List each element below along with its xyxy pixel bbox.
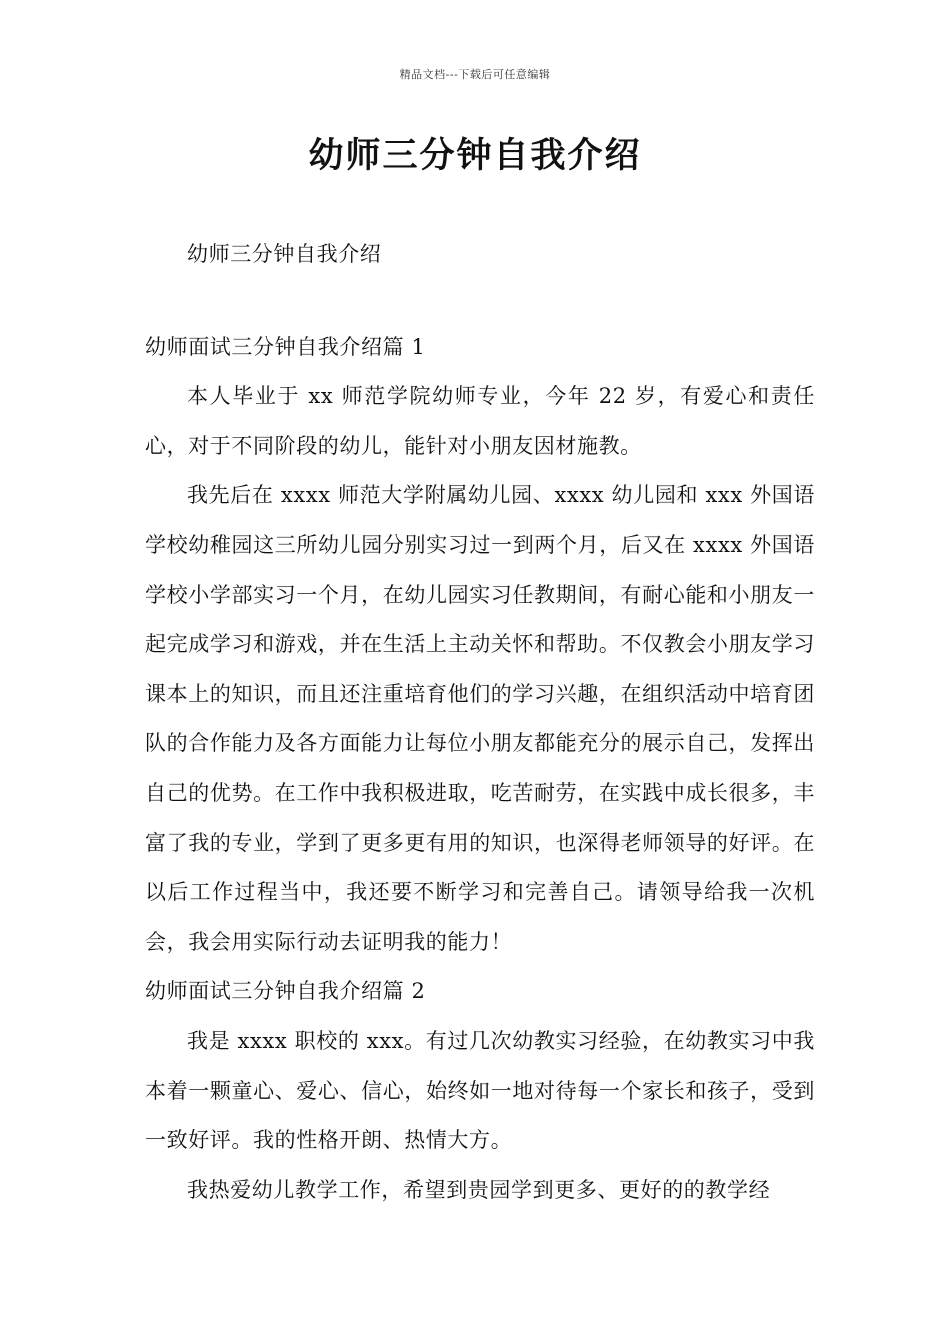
paragraph: 我热爱幼儿教学工作，希望到贵园学到更多、更好的的教学经 <box>187 1177 771 1202</box>
paragraph: 我先后在 xxxx 师范大学附属幼儿园、xxxx 幼儿园和 xxx 外国语学校幼稚园这三所幼儿园分别实习过一到两个月，后又在 xxxx 外国语学校小学部实习一个月，在幼儿园实习任教期间，有耐心能和小朋友一起完成学习和游戏，并在生活上主动关怀和帮助。不仅教会小朋友学习课本上的知识，而且还注重培育他们的学习兴趣，在组织活动中培育团队的合作能力及各方面能力让每位小朋友都能充分的展示自己，发挥出自己的优势。在工作中我积极进取，吃苦耐劳，在实践中成长很多，丰富了我的专业，学到了更多更有用的知识，也深得老师领导的好评。在以后工作过程当中，我还要不断学习和完善自己。请领导给我一次机会，我会用实际行动去证明我的能力！ <box>145 483 815 954</box>
section-heading: 幼师面试三分钟自我介绍篇 2 <box>145 979 426 1004</box>
document-title: 幼师三分钟自我介绍 <box>308 136 642 176</box>
document-subtitle: 幼师三分钟自我介绍 <box>187 242 382 266</box>
header-note: 精品文档---下载后可任意编辑 <box>399 68 551 81</box>
paragraph: 我是 xxxx 职校的 xxx。有过几次幼教实习经验，在幼教实习中我本着一颗童心、爱心、信心，始终如一地对待每一个家长和孩子，受到一致好评。我的性格开朗、热情大方。 <box>145 1028 815 1153</box>
paragraph: 本人毕业于 xx 师范学院幼师专业，今年 22 岁，有爱心和责任心，对于不同阶段的幼儿，能针对小朋友因材施教。 <box>145 384 815 458</box>
document-body <box>145 230 815 1215</box>
section-heading: 幼师面试三分钟自我介绍篇 1 <box>145 334 426 359</box>
